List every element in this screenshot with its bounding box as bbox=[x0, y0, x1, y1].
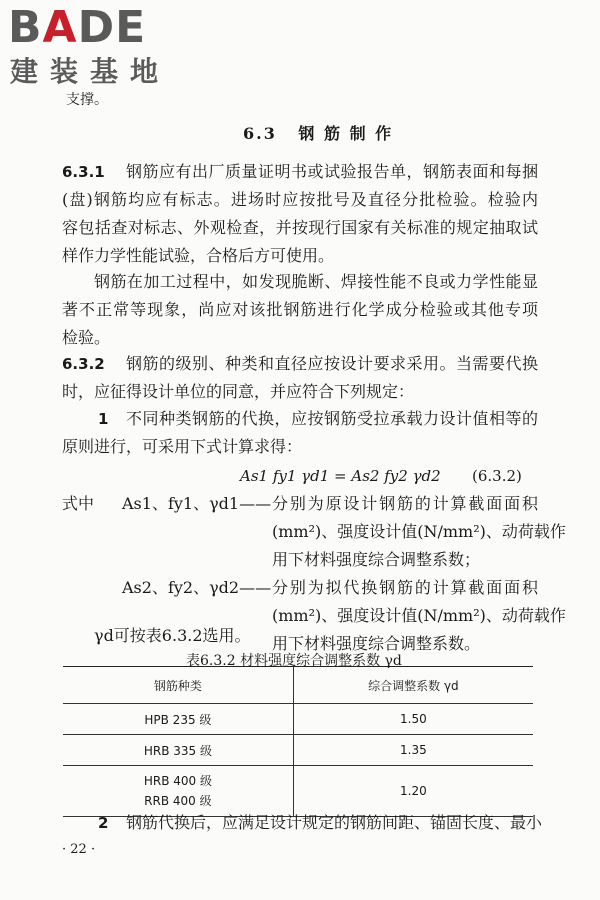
coefficient-table bbox=[63, 666, 533, 817]
clause-number-6-3-1: 6.3.1 bbox=[62, 163, 105, 181]
where-prefix: 式中 bbox=[62, 494, 95, 513]
section-title: 钢 筋 制 作 bbox=[298, 124, 394, 143]
table-cell: HRB 335 级 bbox=[63, 735, 293, 766]
table-reference: γd可按表6.3.2选用。 bbox=[94, 626, 251, 645]
clause-6-3-1-line2: (盘)钢筋均应有标志。进场时应按批号及直径分批检验。检验内 bbox=[62, 190, 538, 209]
table-row bbox=[63, 735, 533, 766]
table-cell: HPB 235 级 bbox=[63, 704, 293, 735]
item-1-number: 1 bbox=[98, 410, 109, 428]
table-header-row bbox=[63, 667, 533, 704]
def1-line3: 用下材料强度综合调整系数； bbox=[272, 550, 481, 569]
def2-symbol: As2、fy2、γd2—— bbox=[122, 578, 272, 597]
clause-6-3-1-line3: 容包括查对标志、外观检查，并按现行国家有关标准的规定抽取试 bbox=[62, 218, 538, 237]
table-header: 综合调整系数 γd bbox=[293, 667, 533, 704]
clause-6-3-2-line2: 时，应征得设计单位的同意，并应符合下列规定： bbox=[62, 382, 415, 401]
def2-line2: (mm²)、强度设计值(N/mm²)、动荷载作 bbox=[272, 606, 566, 625]
formula: As1 fy1 γd1 = As2 fy2 γd2 bbox=[240, 467, 441, 485]
item-2-line1: 钢筋代换后，应满足设计规定的钢筋间距、锚固长度、最小 bbox=[126, 813, 543, 832]
def2-line3: 用下材料强度综合调整系数。 bbox=[272, 634, 481, 653]
table-header: 钢筋种类 bbox=[63, 667, 293, 704]
para-2-line3: 检验。 bbox=[62, 328, 111, 347]
section-number: 6.3 bbox=[243, 124, 277, 143]
table-caption: 表6.3.2 材料强度综合调整系数 γd bbox=[186, 653, 402, 669]
table-cell-line: HRB 400 级 bbox=[143, 774, 212, 788]
item-2-number: 2 bbox=[98, 814, 109, 832]
logo-wordmark bbox=[8, 4, 146, 52]
table-cell: 1.20 bbox=[293, 766, 533, 817]
item-1-line1: 不同种类钢筋的代换，应按钢筋受拉承载力设计值相等的 bbox=[126, 409, 538, 428]
para-2-line2: 著不正常等现象，尚应对该批钢筋进行化学成分检验或其他专项 bbox=[62, 300, 538, 319]
table-row bbox=[63, 704, 533, 735]
table-cell: 1.35 bbox=[293, 735, 533, 766]
def1-line2: (mm²)、强度设计值(N/mm²)、动荷载作 bbox=[272, 522, 566, 541]
section-heading bbox=[243, 121, 393, 144]
clause-6-3-1-line4: 样作力学性能试验，合格后方可使用。 bbox=[62, 246, 335, 265]
fragment-text: 支撑。 bbox=[66, 92, 108, 108]
formula-label: (6.3.2) bbox=[472, 467, 522, 485]
brand-logo bbox=[8, 4, 178, 99]
def1-line1: 分别为原设计钢筋的计算截面面积 bbox=[272, 494, 538, 513]
table-cell: 1.50 bbox=[293, 704, 533, 735]
logo-subtitle: 建装基地 bbox=[10, 55, 171, 88]
para-2-line1: 钢筋在加工过程中，如发现脆断、焊接性能不良或力学性能显 bbox=[94, 272, 538, 291]
logo-text: BADE bbox=[8, 2, 147, 53]
def1-symbol: As1、fy1、γd1—— bbox=[122, 494, 272, 513]
table-row bbox=[63, 766, 533, 817]
item-1-line2: 原则进行，可采用下式计算求得： bbox=[62, 437, 303, 456]
clause-6-3-1-line1: 钢筋应有出厂质量证明书或试验报告单，钢筋表面和每捆 bbox=[126, 162, 538, 181]
clause-6-3-2-line1: 钢筋的级别、种类和直径应按设计要求采用。当需要代换 bbox=[126, 354, 538, 373]
table-cell bbox=[63, 766, 293, 817]
table-cell-line: RRB 400 级 bbox=[144, 794, 212, 808]
def2-line1: 分别为拟代换钢筋的计算截面面积 bbox=[272, 578, 538, 597]
clause-number-6-3-2: 6.3.2 bbox=[62, 355, 105, 373]
page-number: · 22 · bbox=[62, 842, 96, 857]
